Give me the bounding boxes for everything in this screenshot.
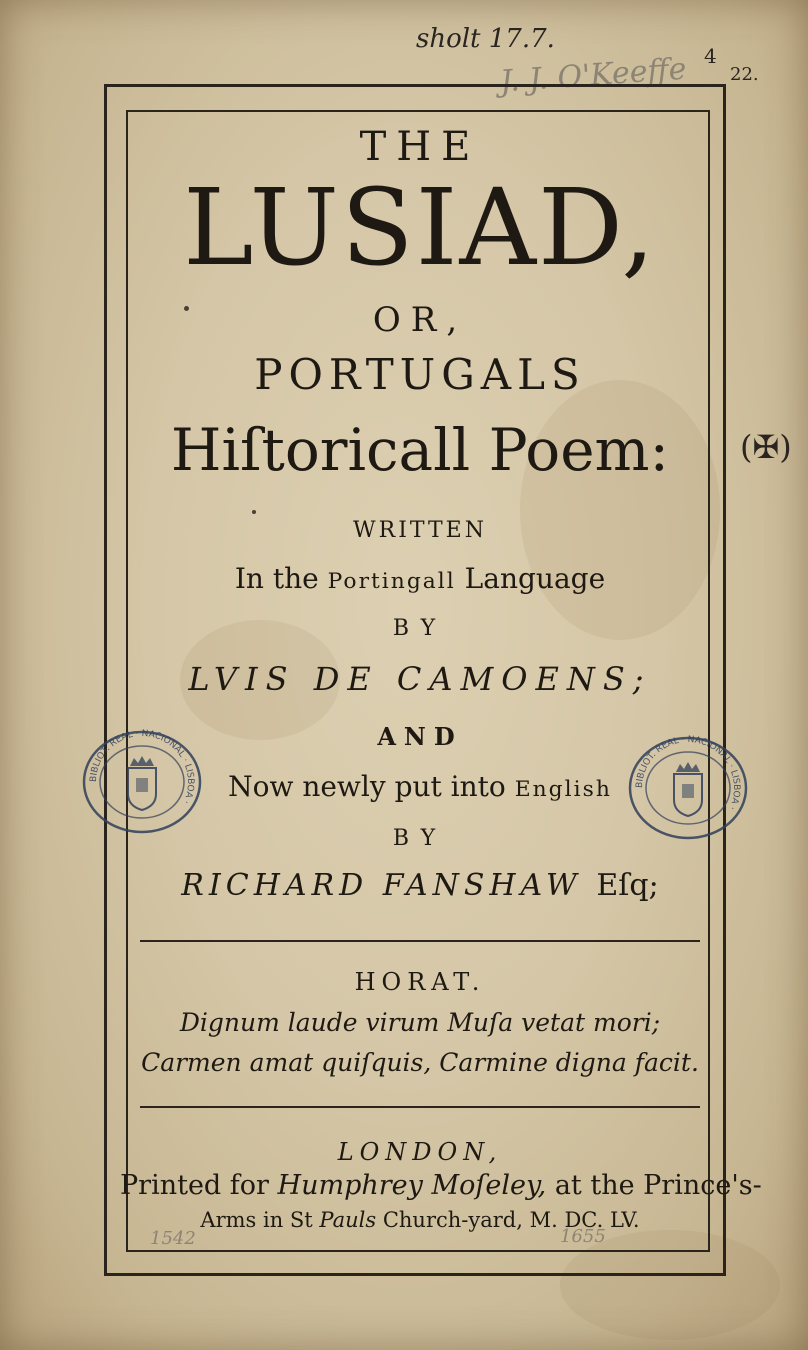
library-stamp-left — [80, 728, 204, 836]
motto-line-2: Carmen amat quiſquis, Carmine digna facit. — [141, 1048, 699, 1077]
by-label: BY — [392, 616, 448, 641]
english-name: English — [514, 777, 612, 802]
title-the: THE — [359, 124, 481, 170]
motto-line-1: Dignum laude virum Muſa vetat mori; — [179, 1008, 661, 1037]
imprint-printer-line — [120, 1170, 762, 1201]
language-line — [120, 562, 720, 595]
imprint-date: M. DC. LV. — [529, 1208, 640, 1232]
printed-pre: Printed for — [120, 1170, 269, 1201]
language-pre: In the — [234, 562, 319, 595]
shelfmark-note: sholt 17.7. — [416, 24, 555, 54]
horat-label: HORAT. — [354, 968, 486, 996]
language-name: Portingall — [327, 569, 456, 594]
address-post: Church-yard, — [382, 1208, 523, 1232]
translator-name: RICHARD FANSHAW — [181, 868, 582, 903]
pencil-note: 1655 — [560, 1226, 606, 1247]
printed-post: at the Prince's- — [554, 1170, 762, 1201]
written-label: WRITTEN — [353, 518, 487, 543]
title-historicall-poem: Hiſtoricall Poem: — [170, 416, 670, 484]
translator-suffix: Eſq; — [596, 868, 659, 903]
address-pre: Arms in St — [200, 1208, 313, 1232]
translator-line — [120, 868, 720, 903]
imprint-address-line — [120, 1208, 720, 1232]
and-label: AND — [377, 722, 463, 751]
manuscript-number: 4 — [704, 44, 717, 68]
english-pre: Now newly put into — [228, 770, 506, 803]
library-stamp-right — [626, 734, 750, 842]
divider-rule — [140, 940, 700, 942]
title-portugals: PORTUGALS — [254, 350, 586, 399]
title-lusiad: LUSIAD, — [183, 166, 657, 289]
stamp-ring-text: BIBLIOT. REAL · NACIONAL · LISBOA · — [88, 728, 196, 806]
divider-rule — [140, 1106, 700, 1108]
by-label: BY — [392, 826, 448, 851]
address-italic: Pauls — [319, 1208, 377, 1232]
cross-mark: (✠) — [740, 428, 792, 466]
ownership-signature: J. J. O'Keeffe — [499, 51, 688, 100]
author-name: LVIS DE CAMOENS; — [188, 660, 652, 698]
language-post: Language — [464, 562, 606, 595]
stamp-ring-text: BIBLIOT. REAL · NACIONAL · LISBOA · — [634, 734, 742, 812]
manuscript-number: 22. — [730, 64, 759, 85]
pencil-note: 1542 — [150, 1228, 196, 1249]
publisher-name: Humphrey Moſeley, — [277, 1170, 547, 1201]
imprint-place: LONDON, — [337, 1138, 503, 1166]
title-or: OR, — [372, 300, 468, 340]
